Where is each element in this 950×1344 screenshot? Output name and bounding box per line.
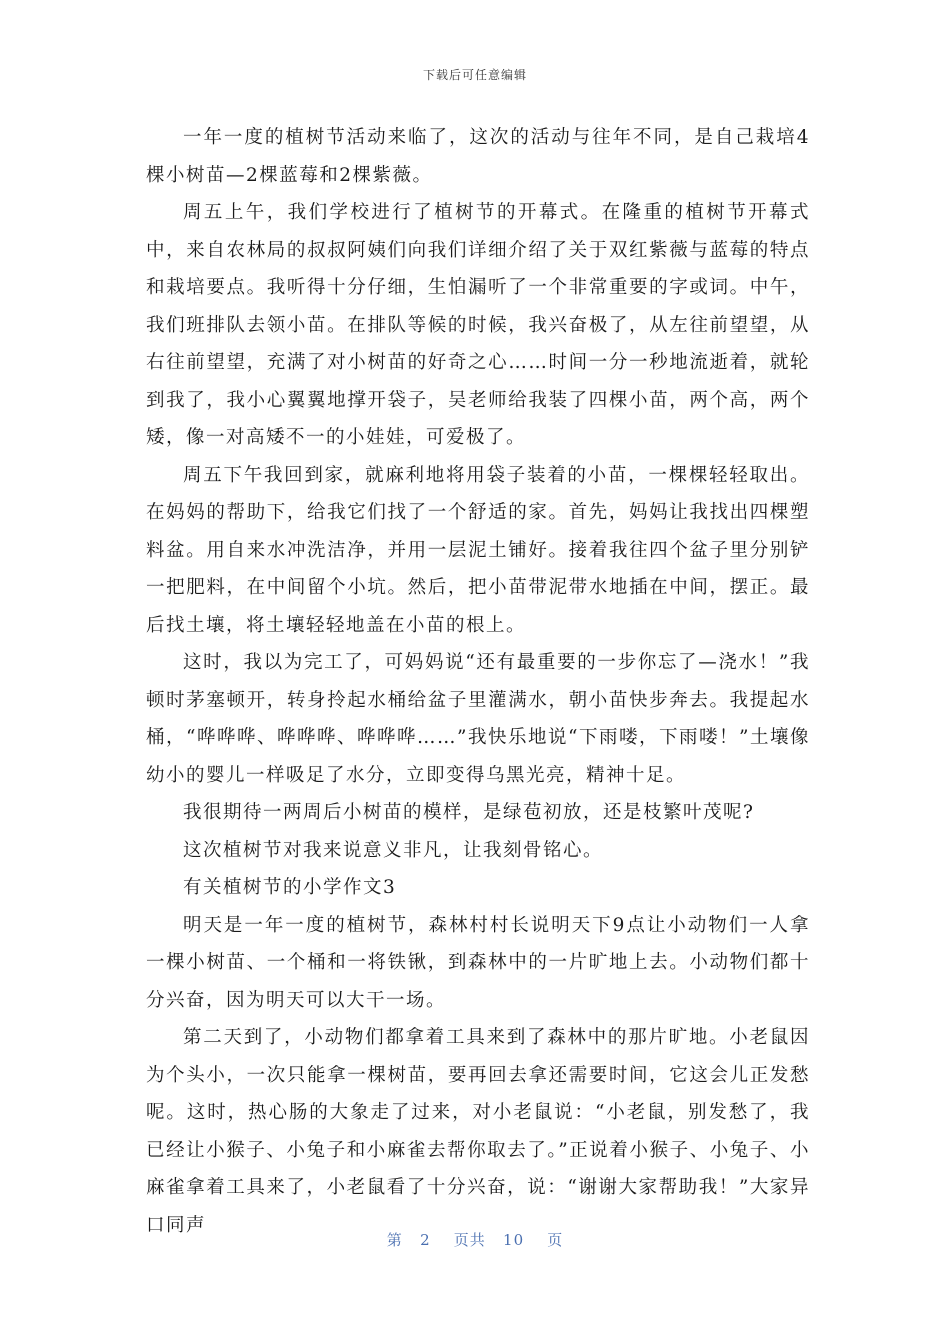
page-current: 2 xyxy=(420,1231,431,1249)
document-body xyxy=(146,119,810,1244)
paragraph-8: 第二天到了，小动物们都拿着工具来到了森林中的那片旷地。小老鼠因为个头小，一次只能拿一棵树苗，要再回去拿还需要时间，它这会儿正发愁呢。这时，热心肠的大象走了过来，对小老鼠说：“小老鼠，别发愁了，我已经让小猴子、小兔子和小麻雀去帮你取去了。”正说着小猴子、小兔子、小麻雀拿着工具来了，小老鼠看了十分兴奋，说：“谢谢大家帮助我！”大家异口同声 xyxy=(146,1027,810,1236)
paragraph-5: 我很期待一两周后小树苗的模样，是绿苞初放，还是枝繁叶茂呢? xyxy=(183,802,755,823)
paragraph-2: 周五上午，我们学校进行了植树节的开幕式。在隆重的植树节开幕式中，来自农林局的叔叔阿姨们向我们详细介绍了关于双红紫薇与蓝莓的特点和栽培要点。我听得十分仔细，生怕漏听了一个非常重要的字或词。中午，我们班排队去领小苗。在排队等候的时候，我兴奋极了，从左往前望望，从右往前望望，充满了对小树苗的好奇之心……时间一分一秒地流逝着，就轮到我了，我小心翼翼地撑开袋子，吴老师给我装了四棵小苗，两个高，两个矮，像一对高矮不一的小娃娃，可爱极了。 xyxy=(146,202,810,448)
paragraph-6: 这次植树节对我来说意义非凡，让我刻骨铭心。 xyxy=(183,839,604,861)
section-title: 有关植树节的小学作文3 xyxy=(183,877,397,898)
page-header: 下载后可任意编辑 xyxy=(422,68,527,82)
page-label-mid: 页共 xyxy=(453,1231,486,1249)
paragraph-4: 这时，我以为完工了，可妈妈说“还有最重要的一步你忘了—浇水！”我顿时茅塞顿开，转身拎起水桶给盆子里灌满水，朝小苗快步奔去。我提起水桶，“哗哗哗、哗哗哗、哗哗哗……”我快乐地说“下雨喽，下雨喽！”土壤像幼小的婴儿一样吸足了水分，立即变得乌黑光亮，精神十足。 xyxy=(146,652,810,786)
page-total: 10 xyxy=(503,1231,525,1249)
paragraph-1: 一年一度的植树节活动来临了，这次的活动与往年不同，是自己栽培4棵小树苗—2棵蓝莓和2棵紫薇。 xyxy=(146,127,810,186)
paragraph-7: 明天是一年一度的植树节，森林村村长说明天下9点让小动物们一人拿一棵小树苗、一个桶和一将铁锹，到森林中的一片旷地上去。小动物们都十分兴奋，因为明天可以大干一场。 xyxy=(146,914,810,1011)
page-footer xyxy=(0,1229,950,1250)
page-label-suffix: 页 xyxy=(547,1231,564,1249)
page-label-prefix: 第 xyxy=(386,1231,403,1249)
paragraph-3: 周五下午我回到家，就麻利地将用袋子装着的小苗，一棵棵轻轻取出。在妈妈的帮助下，给我它们找了一个舒适的家。首先，妈妈让我找出四棵塑料盆。用自来水冲洗洁净，并用一层泥土铺好。接着我往四个盆子里分别铲一把肥料，在中间留个小坑。然后，把小苗带泥带水地插在中间，摆正。最后找土壤，将土壤轻轻地盖在小苗的根上。 xyxy=(146,464,810,636)
